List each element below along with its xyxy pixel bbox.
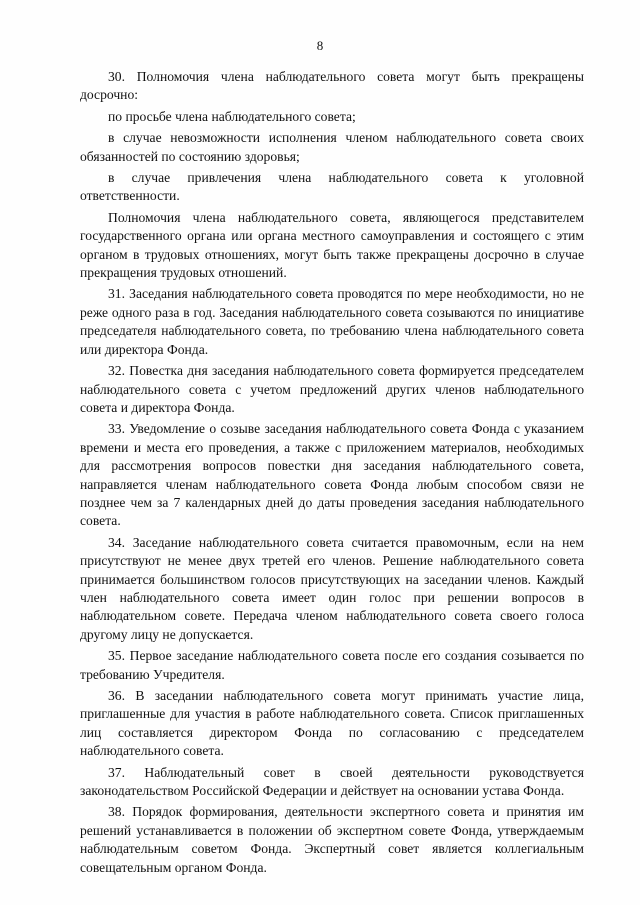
paragraph-30: 30. Полномочия члена наблюдательного совета могут быть прекращены досрочно: <box>80 69 584 103</box>
paragraph-37: 37. Наблюдательный совет в своей деятельности руководствуется законодательством Российской Федерации и действует на основании устава Фонда. <box>80 764 584 799</box>
paragraph-38: 38. Порядок формирования, деятельности экспертного совета и принятия им решений устанавливается в положении об экспертном совете Фонда, утверждаемым наблюдательным советом Фонда. Экспертный совет является коллегиальным совещательным органом Фонда. <box>80 804 584 875</box>
paragraph-30-item-request: по просьбе члена наблюдательного совета; <box>108 108 356 124</box>
paragraph-30-state-representative: Полномочия члена наблюдательного совета, являющегося представителем государственного органа или органа местного самоуправления и состоящего с этим органом в трудовых отношениях, могут быть также прекращены досрочно в случае прекращения трудовых отношений. <box>80 209 584 281</box>
paragraph-35: 35. Первое заседание наблюдательного совета после его создания созывается по требованию Учредителя. <box>80 648 584 682</box>
paragraph-31: 31. Заседания наблюдательного совета проводятся по мере необходимости, но не реже одного раза в год. Заседания наблюдательного совета созываются по инициативе председателя наблюдательного совета, по требованию члена наблюдательного совета или директора Фонда. <box>80 286 584 357</box>
paragraph-32: 32. Повестка дня заседания наблюдательного совета формируется председателем наблюдательного совета с учетом предложений других членов наблюдательного совета и директора Фонда. <box>80 363 584 415</box>
paragraph-34: 34. Заседание наблюдательного совета считается правомочным, если на нем присутствуют не менее двух третей его членов. Решение наблюдательного совета принимается большинством голосов присутствующих на заседании членов. Каждый член наблюдательного совета имеет один голос при решении вопросов в наблюдательном совете. Передача членом наблюдательного совета своего голоса другому лицу не допускается. <box>80 534 584 642</box>
paragraph-33: 33. Уведомление о созыве заседания наблюдательного совета Фонда с указанием времени и места его проведения, а также с приложением материалов, необходимых для рассмотрения вопросов повестки дня заседания наблюдательного совета, направляется членам наблюдательного совета Фонда любым способом связи не позднее чем за 7 календарных дней до даты проведения заседания наблюдательного совета. <box>80 421 584 529</box>
page-number: 8 <box>316 38 324 53</box>
paragraph-30-item-health: в случае невозможности исполнения членом наблюдательного совета своих обязанностей по состоянию здоровья; <box>80 130 584 164</box>
paragraph-30-item-criminal: в случае привлечения члена наблюдательного совета к уголовной ответственности. <box>80 170 584 204</box>
document-body <box>80 68 584 880</box>
paragraph-36: 36. В заседании наблюдательного совета могут принимать участие лица, приглашенные для участия в работе наблюдательного совета. Список приглашенных лиц составляется директором Фонда по согласованию с председателем наблюдательного совета. <box>80 688 584 759</box>
